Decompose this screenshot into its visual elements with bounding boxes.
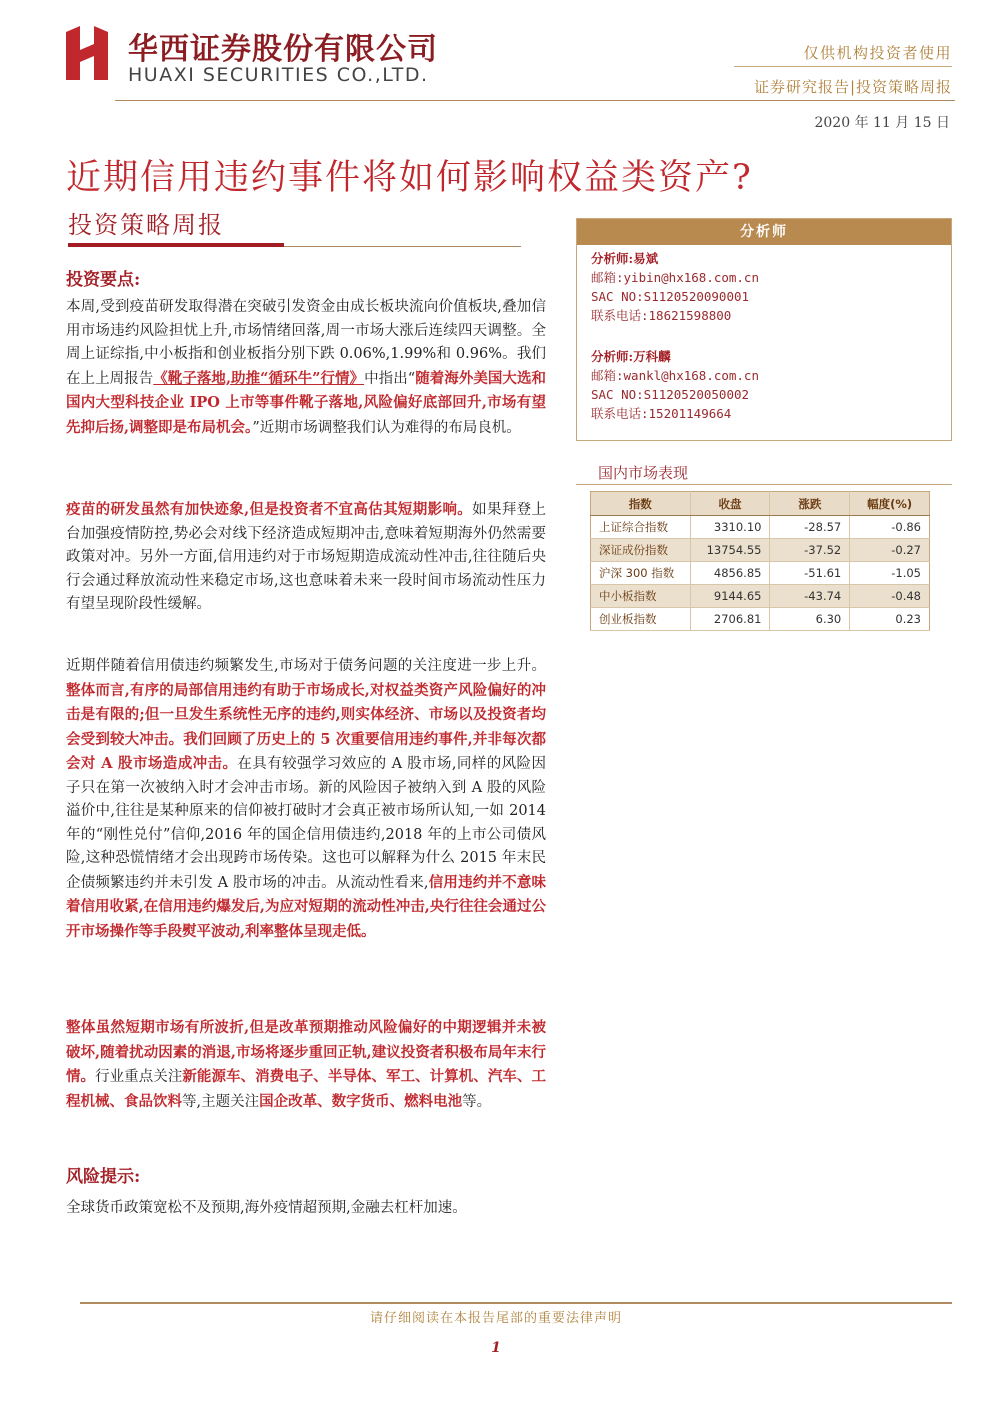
paragraph-3 (66, 655, 546, 944)
p1-highlight: 随着海外美国大选和国内大型科技企业 IPO 上市等事件靴子落地,风险偏好底部回升,市场有望先抑后扬,调整即是布局机会。 (66, 369, 547, 436)
cell-pct: -1.05 (850, 562, 930, 585)
p4-text: 行业重点关注 (95, 1069, 183, 1085)
referenced-report-link[interactable]: 《靴子落地,助推“循环牛”行情》 (153, 369, 365, 387)
cell-pct: 0.23 (850, 608, 930, 631)
legal-notice: 请仔细阅读在本报告尾部的重要法律声明 (369, 1311, 622, 1326)
cell-close: 3310.10 (690, 516, 770, 539)
p1-text-2: 中指出“ (364, 370, 416, 387)
cell-close: 4856.85 (690, 562, 770, 585)
analyst-1-email[interactable]: 邮箱:yibin@hx168.com.cn (591, 270, 759, 285)
analyst-1-phone: 联系电话:18621598800 (591, 308, 732, 323)
market-table (590, 491, 930, 631)
p4-industries: 新能源车、消费电子、半导体、军工、计算机、汽车、工程机械、食品饮料 (66, 1068, 546, 1110)
analyst-1 (591, 249, 759, 325)
paragraph-4 (66, 1016, 546, 1114)
col-close: 收盘 (690, 492, 770, 516)
p1-text: 本周,受到疫苗研发取得潜在突破引发资金由成长板块流向价值板块,叠加信用市场违约风险担忧上升,市场情绪回落,周一市场大涨后连续四天调整。全周上证综指,中小板指和创业板指分别下跌 0.06%,1.99%和 0.96%。我们在上上周报告 (66, 299, 546, 387)
p2-text: 如果拜登上台加强疫情防控,势必会对线下经济造成短期冲击,意味着短期海外仍然需要政策对冲。另外一方面,信用违约对于市场短期造成流动性冲击,往往随后央行会通过释放流动性来稳定市场,这也意味着未来一段时间市场流动性压力有望呈现阶段性缓解。 (66, 502, 547, 612)
audience-tag: 仅供机构投资者使用 (803, 44, 952, 62)
cell-change: 6.30 (770, 608, 850, 631)
paragraph-2 (66, 498, 546, 617)
p4-text-2: 等,主题关注 (182, 1093, 260, 1110)
cell-pct: -0.86 (850, 516, 930, 539)
p4-highlight: 整体虽然短期市场有所波折,但是改革预期推动风险偏好的中期逻辑并未被破坏,随着扰动因素的消退,市场将逐步重回正轨,建议投资者积极布局年末行情。 (66, 1019, 546, 1085)
analyst-2-email[interactable]: 邮箱:wankl@hx168.com.cn (591, 368, 759, 383)
report-subtitle: 投资策略周报 (68, 211, 224, 239)
page-number: 1 (491, 1340, 501, 1356)
footer-divider (80, 1302, 952, 1304)
table-row (591, 608, 930, 631)
key-points-heading: 投资要点: (66, 270, 141, 290)
cell-pct: -0.27 (850, 539, 930, 562)
analyst-2-sac: SAC NO:S1120520050002 (591, 387, 750, 402)
p3-highlight-2: 信用违约并不意味着信用收紧,在信用违约爆发后,为应对短期的流动性冲击,央行往往会通过公开市场操作等手段熨平波动,利率整体呈现走低。 (66, 873, 547, 940)
company-name-en: HUAXI SECURITIES CO.,LTD. (128, 64, 429, 86)
col-pct: 幅度(%) (850, 492, 930, 516)
analyst-2-phone: 联系电话:15201149664 (591, 406, 732, 421)
col-index: 指数 (591, 492, 691, 516)
cell-index-name: 上证综合指数 (591, 516, 691, 539)
p4-themes: 国企改革、数字货币、燃料电池 (259, 1092, 463, 1110)
cell-index-name: 沪深 300 指数 (591, 562, 691, 585)
company-name-cn: 华西证券股份有限公司 (128, 32, 438, 67)
cell-change: -43.74 (770, 585, 850, 608)
cell-pct: -0.48 (850, 585, 930, 608)
p4-text-3: 等。 (462, 1093, 492, 1110)
paragraph-1 (66, 296, 546, 440)
table-row (591, 562, 930, 585)
p2-highlight: 疫苗的研发虽然有加快迹象,但是投资者不宜高估其短期影响。 (66, 501, 473, 518)
cell-close: 13754.55 (690, 539, 770, 562)
market-performance-title: 国内市场表现 (598, 464, 689, 482)
market-title-rule (576, 484, 952, 485)
p3-text-2: 在具有较强学习效应的 A 股市场,同样的风险因子只在第一次被纳入时才会冲击市场。新的风险因子被纳入到 A 股的风险溢价中,往往是某种原来的信仰被打破时才会真正被市场所认知,一如 2014 年的“刚性兑付”信仰,2016 年的国企信用债违约,2018 年的上市公司债风险,这种恐慌情绪才会出现跨市场传染。这也可以解释为什么 2015 年末民企债频繁违约并未引发 A 股市场的冲击。从流动性看来, (66, 756, 546, 891)
risk-heading: 风险提示: (66, 1167, 141, 1187)
header-divider (115, 100, 955, 101)
analyst-2-name: 分析师:万科麟 (591, 349, 671, 364)
cell-index-name: 创业板指数 (591, 608, 691, 631)
table-row (591, 516, 930, 539)
report-date: 2020 年 11 月 15 日 (814, 115, 950, 131)
subtitle-underline (68, 243, 284, 247)
cell-close: 9144.65 (690, 585, 770, 608)
p3-text: 近期伴随着信用债违约频繁发生,市场对于债务问题的关注度进一步上升。 (66, 658, 546, 674)
risk-text: 全球货币政策宽松不及预期,海外疫情超预期,金融去杠杆加速。 (66, 1200, 467, 1216)
cell-change: -37.52 (770, 539, 850, 562)
col-change: 涨跌 (770, 492, 850, 516)
report-type-tag: 证券研究报告|投资策略周报 (753, 78, 952, 96)
cell-index-name: 中小板指数 (591, 585, 691, 608)
subtitle-rule (284, 246, 521, 247)
report-title: 近期信用违约事件将如何影响权益类资产? (66, 158, 753, 198)
table-row (591, 585, 930, 608)
cell-change: -28.57 (770, 516, 850, 539)
analyst-2 (591, 347, 759, 423)
header-tag-divider (734, 66, 952, 67)
analyst-box-title: 分析师 (577, 219, 951, 245)
huaxi-logo-icon (58, 22, 116, 84)
p1-text-3: ”近期市场调整我们认为难得的布局良机。 (252, 419, 521, 436)
p3-highlight: 整体而言,有序的局部信用违约有助于市场成长,对权益类资产风险偏好的冲击是有限的;但一旦发生系统性无序的违约,则实体经济、市场以及投资者均会受到较大冲击。我们回顾了历史上的 5 次重要信用违约事件,并非每次都会对 A 股市场造成冲击。 (66, 681, 546, 772)
table-row (591, 539, 930, 562)
cell-close: 2706.81 (690, 608, 770, 631)
market-table-header (591, 492, 930, 516)
analyst-box (576, 218, 952, 441)
cell-index-name: 深证成份指数 (591, 539, 691, 562)
analyst-1-sac: SAC NO:S1120520090001 (591, 289, 750, 304)
analyst-1-name: 分析师:易斌 (591, 251, 659, 266)
cell-change: -51.61 (770, 562, 850, 585)
